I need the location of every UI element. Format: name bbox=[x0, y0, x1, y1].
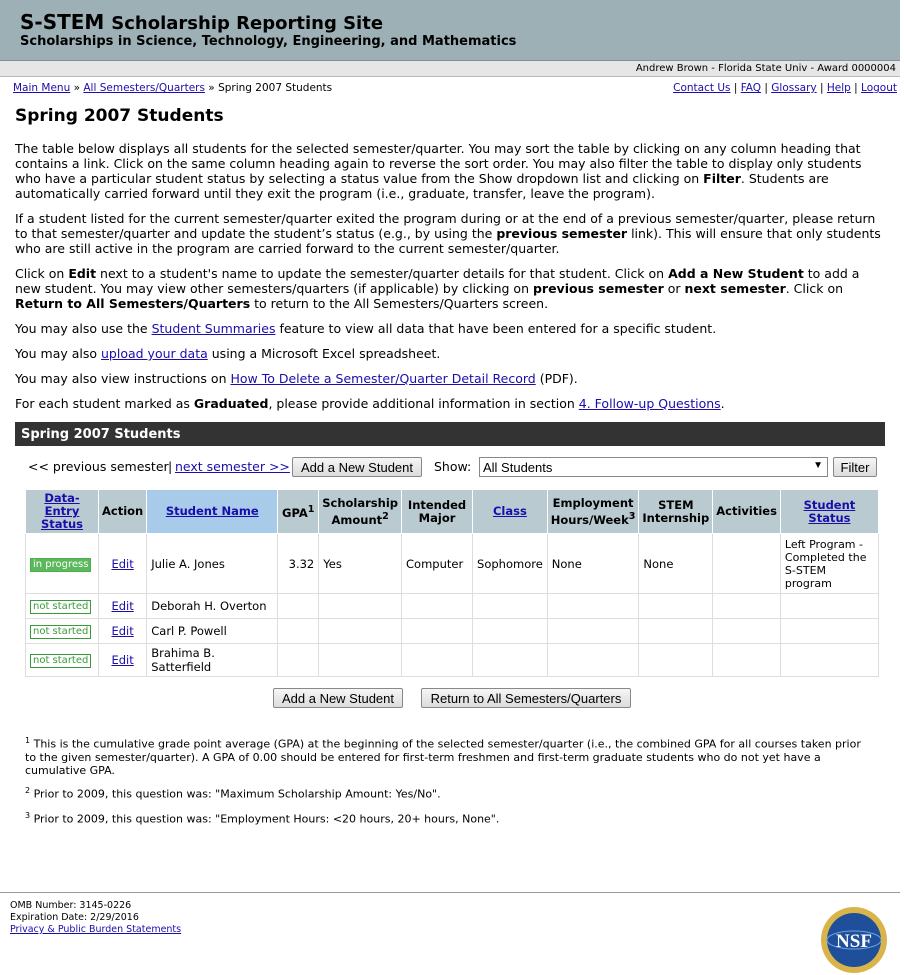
text: next to a student's name to update the semester/quarter details for that student. Click on bbox=[96, 266, 669, 281]
text-bold: previous semester bbox=[496, 226, 628, 241]
table-row bbox=[26, 644, 879, 677]
text: using a Microsoft Excel spreadsheet. bbox=[207, 346, 441, 361]
text-bold: Graduated bbox=[193, 396, 269, 411]
status-cell bbox=[26, 534, 99, 594]
table-header-row bbox=[26, 490, 879, 534]
status-badge: not started bbox=[30, 625, 91, 639]
text: If a student listed for the current semester/quarter exited the program during or at the end of a previous semester/quarter, please return to that semester/quarter and update the student’s status (e.g., by using the bbox=[15, 211, 876, 241]
amount-cell bbox=[319, 619, 402, 644]
employment-cell bbox=[547, 619, 639, 644]
nav-separator: | bbox=[168, 459, 173, 474]
footnote-ref: 1 bbox=[307, 504, 315, 516]
col-activities: Activities bbox=[713, 490, 781, 534]
major-cell bbox=[402, 594, 473, 619]
footnote-2 bbox=[25, 784, 875, 801]
site-title-rest: Scholarship Reporting Site bbox=[111, 13, 384, 34]
page-title: Spring 2007 Students bbox=[15, 106, 224, 126]
major-cell: Computer bbox=[402, 534, 473, 594]
gpa-cell: 3.32 bbox=[278, 534, 319, 594]
text-bold: Return to All Semesters/Quarters bbox=[15, 296, 251, 311]
seal-text: NSF bbox=[836, 931, 872, 952]
status-cell bbox=[26, 619, 99, 644]
user-bar bbox=[0, 61, 900, 77]
header-text: Data-Entry bbox=[44, 491, 80, 518]
table-row bbox=[26, 534, 879, 594]
user-info: Andrew Brown - Florida State Univ - Award 0000004 bbox=[635, 63, 896, 74]
breadcrumb-main-menu[interactable]: Main Menu bbox=[13, 82, 71, 94]
status-badge: not started bbox=[30, 600, 91, 614]
action-cell bbox=[99, 619, 147, 644]
status-cell bbox=[26, 644, 99, 677]
table-row bbox=[26, 594, 879, 619]
edit-link[interactable]: Edit bbox=[111, 556, 134, 571]
sort-student-status-link[interactable] bbox=[804, 498, 856, 525]
return-to-all-semesters-button[interactable]: Return to All Semesters/Quarters bbox=[421, 688, 631, 708]
delete-instructions-link[interactable]: How To Delete a Semester/Quarter Detail Record bbox=[230, 371, 536, 386]
col-student-name[interactable] bbox=[147, 490, 278, 534]
action-cell bbox=[99, 644, 147, 677]
text: You may also bbox=[15, 346, 101, 361]
upload-paragraph bbox=[15, 346, 887, 361]
nsf-logo bbox=[820, 906, 888, 974]
text: The table below displays all students for the selected semester/quarter. You may sort the table by clicking on any column heading that contains a link. Click on the same column heading again to reverse the sort order. You may also filter the table to display only students who have a particular student status by selecting a status value from the Show dropdown list and clicking on bbox=[15, 141, 862, 186]
footer-divider bbox=[0, 892, 900, 893]
sort-class-link[interactable]: Class bbox=[492, 504, 527, 518]
student-name-cell: Carl P. Powell bbox=[147, 619, 278, 644]
student-status-cell bbox=[780, 644, 878, 677]
footnote-number: 3 bbox=[25, 811, 31, 820]
omb-number: OMB Number: 3145-0226 bbox=[10, 900, 132, 911]
activities-cell bbox=[713, 644, 781, 677]
help-link[interactable]: Help bbox=[826, 82, 851, 94]
text-bold: Filter bbox=[703, 171, 741, 186]
action-cell bbox=[99, 594, 147, 619]
show-label: Show: bbox=[434, 459, 472, 474]
amount-cell bbox=[319, 644, 402, 677]
site-title-main: S-STEM bbox=[20, 10, 105, 34]
header-text: Major bbox=[418, 510, 456, 525]
amount-cell bbox=[319, 594, 402, 619]
class-cell bbox=[473, 594, 548, 619]
sort-status-link[interactable] bbox=[41, 491, 83, 531]
faq-link[interactable]: FAQ bbox=[740, 82, 762, 94]
activities-cell bbox=[713, 619, 781, 644]
follow-up-questions-link[interactable]: 4. Follow-up Questions bbox=[578, 396, 721, 411]
footnote-number: 1 bbox=[25, 736, 31, 745]
class-cell: Sophomore bbox=[473, 534, 548, 594]
gpa-cell bbox=[278, 644, 319, 677]
major-cell bbox=[402, 644, 473, 677]
stem-cell bbox=[639, 619, 713, 644]
header-text: Hours/Week bbox=[550, 512, 629, 527]
status-badge: not started bbox=[30, 654, 91, 668]
site-subtitle: Scholarships in Science, Technology, Engineering, and Mathematics bbox=[20, 34, 517, 49]
amount-cell: Yes bbox=[319, 534, 402, 594]
class-cell bbox=[473, 619, 548, 644]
footnote-text: Prior to 2009, this question was: "Employment Hours: <20 hours, 20+ hours, None". bbox=[33, 812, 500, 826]
student-name-cell: Julie A. Jones bbox=[147, 534, 278, 594]
text: feature to view all data that have been entered for a specific student. bbox=[275, 321, 717, 336]
employment-cell bbox=[547, 644, 639, 677]
text: (PDF). bbox=[535, 371, 578, 386]
add-new-student-bottom-button[interactable]: Add a New Student bbox=[273, 688, 403, 708]
col-intended-major bbox=[402, 490, 473, 534]
edit-link[interactable]: Edit bbox=[111, 653, 134, 667]
edit-link[interactable]: Edit bbox=[111, 599, 134, 613]
text: Click on bbox=[15, 266, 69, 281]
col-data-entry-status[interactable] bbox=[26, 490, 99, 534]
site-banner bbox=[0, 0, 900, 61]
contact-us-link[interactable]: Contact Us bbox=[673, 82, 731, 94]
text: to add a new student. You may view other semesters/quarters (if applicable) by clicking on bbox=[15, 266, 860, 296]
col-gpa bbox=[278, 490, 319, 534]
gpa-cell bbox=[278, 619, 319, 644]
header-text: Student bbox=[803, 497, 856, 512]
text-bold: previous semester bbox=[532, 281, 664, 296]
activities-cell bbox=[713, 534, 781, 594]
footnote-ref: 3 bbox=[628, 510, 636, 522]
stem-cell bbox=[639, 594, 713, 619]
header-text: STEM bbox=[658, 497, 694, 512]
student-summaries-link[interactable]: Student Summaries bbox=[151, 321, 276, 336]
stem-cell: None bbox=[639, 534, 713, 594]
students-table bbox=[25, 489, 879, 677]
action-cell bbox=[99, 534, 147, 594]
privacy-statements-link[interactable]: Privacy & Public Burden Statements bbox=[10, 924, 182, 935]
exit-paragraph bbox=[15, 211, 887, 256]
site-title bbox=[20, 10, 383, 34]
footnote-1 bbox=[25, 734, 875, 777]
col-stem-internship bbox=[639, 490, 713, 534]
section-title: Spring 2007 Students bbox=[21, 427, 181, 442]
graduated-paragraph bbox=[15, 396, 887, 411]
student-status-cell: Left Program - Completed the S-STEM program bbox=[780, 534, 878, 594]
footnote-text: Prior to 2009, this question was: "Maximum Scholarship Amount: Yes/No". bbox=[33, 787, 441, 801]
footnote-ref: 2 bbox=[382, 510, 389, 522]
top-links: Contact Us | FAQ | Glossary | Help | Logout bbox=[673, 82, 897, 94]
intro-paragraph bbox=[15, 141, 887, 201]
breadcrumb-all-semesters[interactable]: All Semesters/Quarters bbox=[83, 82, 205, 94]
header-text: GPA bbox=[282, 505, 308, 520]
sort-name-link[interactable]: Student Name bbox=[165, 504, 259, 518]
gpa-cell bbox=[278, 594, 319, 619]
text: . bbox=[720, 396, 725, 411]
student-status-cell bbox=[780, 619, 878, 644]
text: . Students are automatically carried forward until they exit the program (i.e., graduate, transfer, leave the program). bbox=[15, 171, 829, 201]
breadcrumb-separator: » bbox=[73, 82, 81, 94]
section-header bbox=[15, 422, 885, 446]
breadcrumb bbox=[13, 82, 332, 94]
breadcrumb-separator: » bbox=[208, 82, 215, 94]
text: , please provide additional information in section bbox=[268, 396, 579, 411]
header-text: Status bbox=[40, 517, 84, 531]
student-name-cell: Brahima B. Satterfield bbox=[147, 644, 278, 677]
col-student-status[interactable] bbox=[780, 490, 878, 534]
filter-button[interactable]: Filter bbox=[833, 457, 877, 477]
glossary-link[interactable]: Glossary bbox=[771, 82, 817, 94]
activities-cell bbox=[713, 594, 781, 619]
header-text: Internship bbox=[642, 510, 710, 525]
summaries-paragraph bbox=[15, 321, 887, 336]
header-text: Employment bbox=[552, 495, 634, 510]
edit-link[interactable]: Edit bbox=[111, 624, 134, 638]
text: to return to the All Semesters/Quarters screen. bbox=[250, 296, 549, 311]
text-bold: Add a New Student bbox=[668, 266, 804, 281]
status-badge: in progress bbox=[30, 558, 91, 572]
add-new-student-button[interactable]: Add a New Student bbox=[292, 457, 422, 477]
text: You may also use the bbox=[15, 321, 152, 336]
student-name-cell: Deborah H. Overton bbox=[147, 594, 278, 619]
text-bold: Edit bbox=[68, 266, 97, 281]
major-cell bbox=[402, 619, 473, 644]
col-class[interactable] bbox=[473, 490, 548, 534]
employment-cell bbox=[547, 594, 639, 619]
status-cell bbox=[26, 594, 99, 619]
col-employment-hours bbox=[547, 490, 639, 534]
footnote-3 bbox=[25, 809, 875, 826]
col-action: Action bbox=[99, 490, 147, 534]
footnote-number: 2 bbox=[25, 786, 31, 795]
text: For each student marked as bbox=[15, 396, 194, 411]
previous-semester-label: << previous semester bbox=[28, 459, 169, 474]
logout-link[interactable]: Logout bbox=[861, 82, 897, 94]
text: . Click on bbox=[785, 281, 844, 296]
delete-instructions-paragraph bbox=[15, 371, 887, 386]
header-text: Intended bbox=[407, 497, 467, 512]
footnote-text: This is the cumulative grade point average (GPA) at the beginning of the selected semester/quarter (i.e., the combined GPA for all courses taken prior to the given semester/quarter). A GPA of 0.00 should be entered for first-term freshmen and first-term graduate students who do not yet have a cumulative GPA. bbox=[25, 737, 861, 777]
text: or bbox=[663, 281, 685, 296]
stem-cell bbox=[639, 644, 713, 677]
upload-data-link[interactable]: upload your data bbox=[101, 346, 208, 361]
header-text: Status bbox=[808, 510, 851, 525]
expiration-date: Expiration Date: 2/29/2016 bbox=[10, 912, 139, 923]
breadcrumb-current: Spring 2007 Students bbox=[218, 82, 333, 94]
next-semester-link[interactable]: next semester >> bbox=[175, 459, 290, 474]
edit-paragraph bbox=[15, 266, 887, 311]
class-cell bbox=[473, 644, 548, 677]
footer bbox=[10, 900, 181, 936]
employment-cell: None bbox=[547, 534, 639, 594]
header-text: Scholarship bbox=[322, 495, 399, 510]
text: link). This will ensure that only students who are still active in the program are carried forward to the current semester/quarter. bbox=[15, 226, 881, 256]
student-status-cell bbox=[780, 594, 878, 619]
text: You may also view instructions on bbox=[15, 371, 231, 386]
show-status-value: All Students bbox=[483, 460, 553, 475]
dropdown-arrow-icon: ▼ bbox=[813, 460, 823, 471]
header-text: Amount bbox=[331, 512, 383, 527]
col-scholarship-amount bbox=[319, 490, 402, 534]
table-row bbox=[26, 619, 879, 644]
text-bold: next semester bbox=[684, 281, 786, 296]
show-status-select[interactable] bbox=[479, 457, 828, 477]
